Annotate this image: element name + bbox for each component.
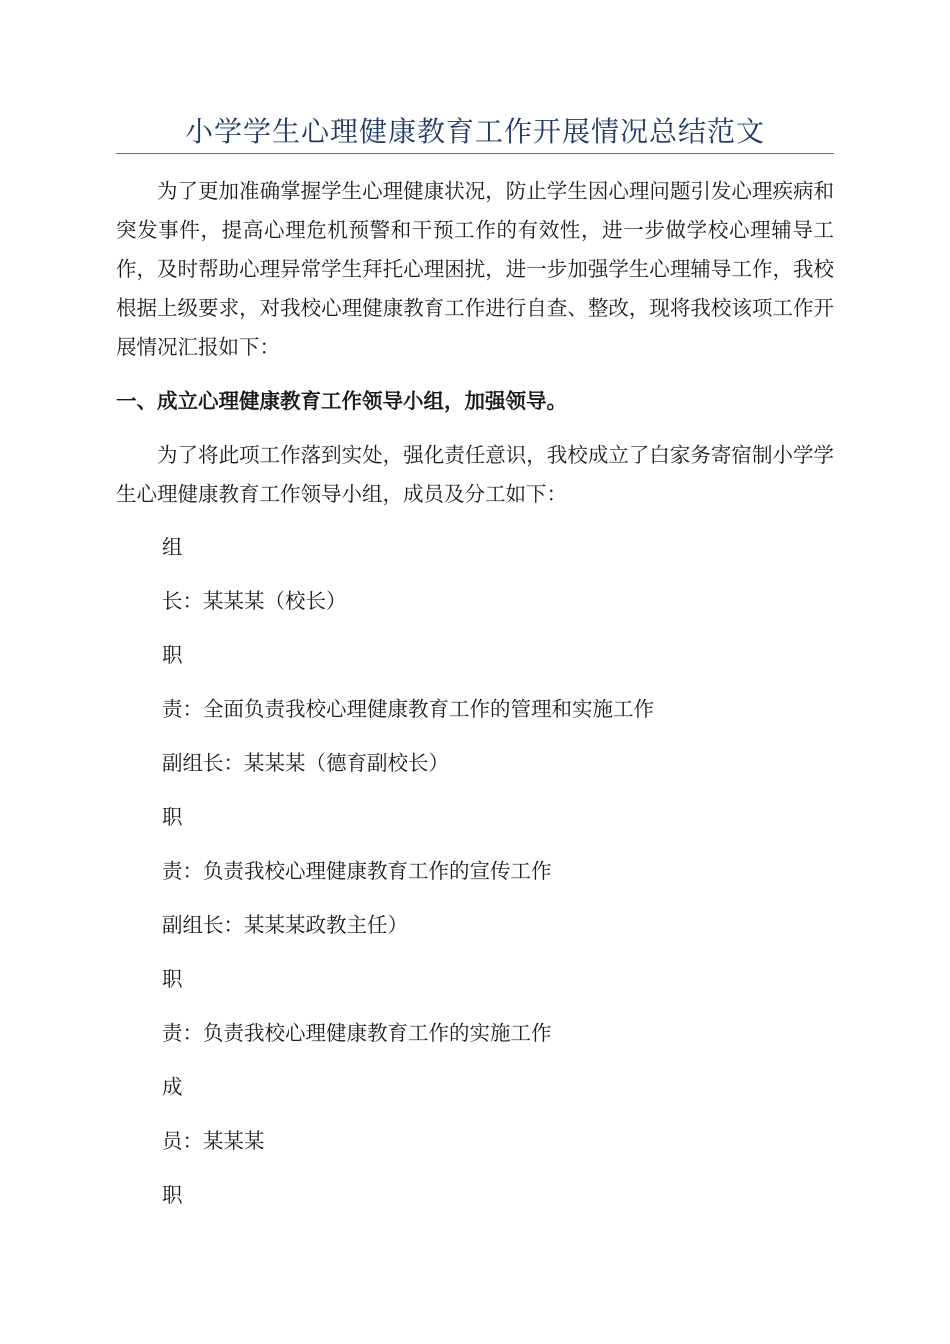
- list-line: 职: [162, 967, 183, 991]
- section-1-heading: 一、成立心理健康教育工作领导小组，加强领导。: [116, 389, 567, 413]
- list-line: 职: [162, 805, 183, 829]
- section-1-paragraph: 为了将此项工作落到实处，强化责任意识，我校成立了白家务寄宿制小学学生心理健康教育工作领导小组，成员及分工如下：: [116, 443, 834, 506]
- document-title: 小学学生心理健康教育工作开展情况总结范文: [184, 115, 765, 148]
- title-underline: [116, 153, 834, 154]
- list-line: 职: [162, 643, 183, 667]
- list-line: 责：负责我校心理健康教育工作的宣传工作: [162, 859, 552, 883]
- list-line: 副组长：某某某政教主任）: [162, 913, 408, 937]
- list-line: 成: [162, 1075, 183, 1099]
- list-line: 长：某某某（校长）: [162, 589, 347, 613]
- list-line: 员：某某某: [162, 1129, 265, 1153]
- list-line: 副组长：某某某（德育副校长）: [162, 751, 449, 775]
- list-line: 组: [162, 535, 183, 559]
- intro-paragraph: 为了更加准确掌握学生心理健康状况，防止学生因心理问题引发心理疾病和突发事件，提高心理危机预警和干预工作的有效性，进一步做学校心理辅导工作，及时帮助心理异常学生拜托心理困扰，进一步加强学生心理辅导工作，我校根据上级要求，对我校心理健康教育工作进行自查、整改，现将我校该项工作开展情况汇报如下：: [116, 179, 834, 359]
- list-line: 责：负责我校心理健康教育工作的实施工作: [162, 1021, 552, 1045]
- list-line: 责：全面负责我校心理健康教育工作的管理和实施工作: [162, 697, 654, 721]
- list-line: 职: [162, 1183, 183, 1207]
